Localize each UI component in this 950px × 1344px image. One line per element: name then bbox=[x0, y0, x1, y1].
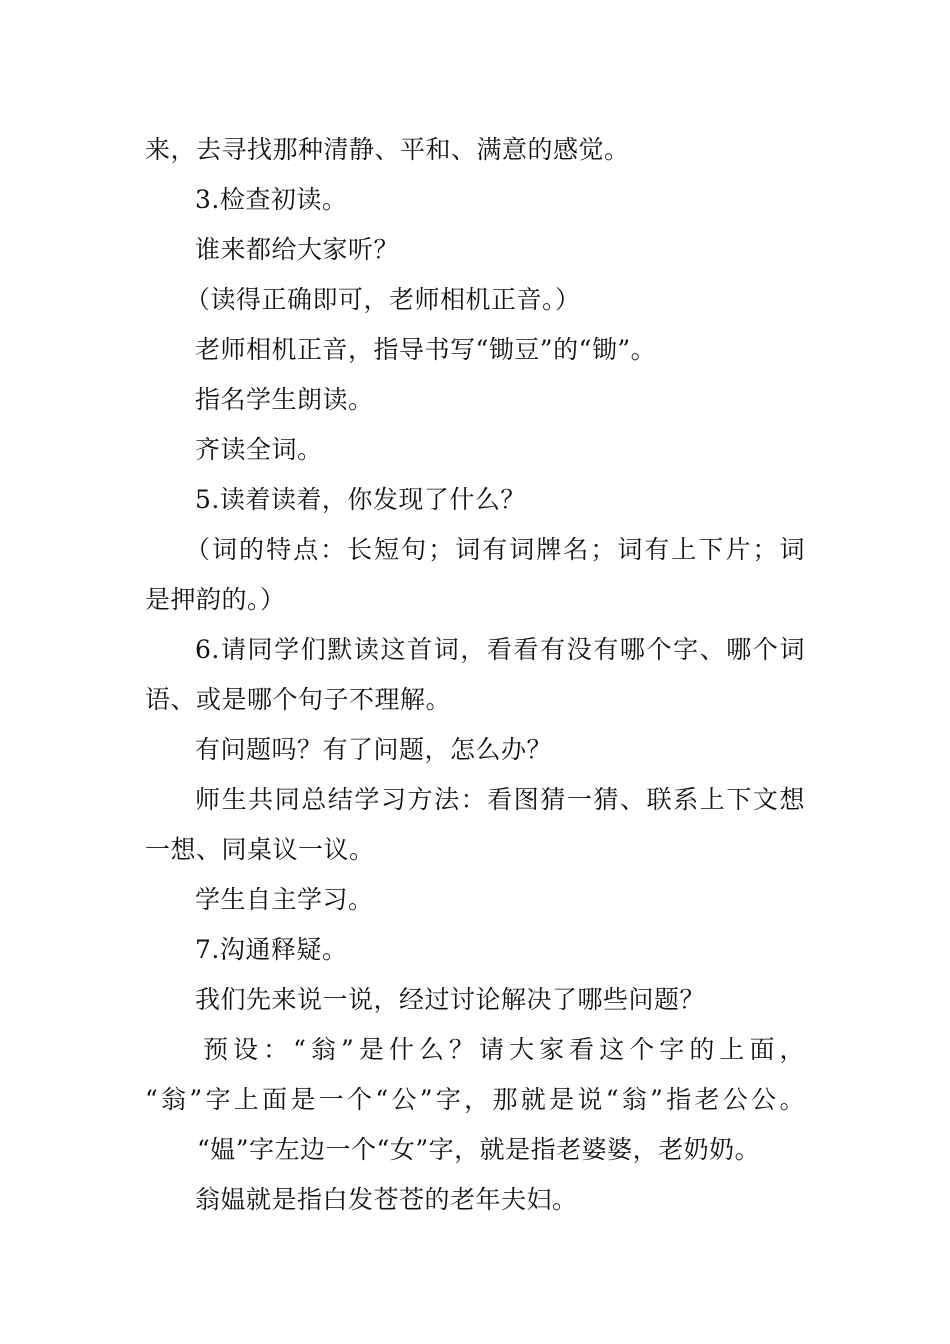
text-line: 3.检查初读。 bbox=[195, 185, 348, 214]
text-line: （读得正确即可，老师相机正音。） bbox=[185, 285, 581, 314]
text-line: 是押韵的。） bbox=[145, 585, 286, 614]
text-line: 老师相机正音，指导书写“锄豆”的“锄”。 bbox=[195, 335, 657, 364]
text-line: 5.读着读着，你发现了什么？ bbox=[195, 485, 526, 514]
text-line: 谁来都给大家听？ bbox=[195, 235, 400, 264]
text-line: 学生自主学习。 bbox=[195, 885, 374, 914]
text-line: 来，去寻找那种清静、平和、满意的感觉。 bbox=[145, 135, 630, 164]
text-line: 指名学生朗读。 bbox=[195, 385, 374, 414]
text-line: 我们先来说一说，经过讨论解决了哪些问题？ bbox=[195, 985, 706, 1014]
text-line: “媪”字左边一个“女”字，就是指老婆婆，老奶奶。 bbox=[197, 1135, 761, 1164]
text-line: 预设：“翁”是什么？请大家看这个字的上面， bbox=[203, 1035, 805, 1064]
text-line: （词的特点：长短句；词有词牌名；词有上下片；词 bbox=[185, 535, 805, 564]
text-line: 语、或是哪个句子不理解。 bbox=[145, 685, 452, 714]
text-line: 师生共同总结学习方法：看图猜一猜、联系上下文想 bbox=[195, 785, 805, 814]
text-line: 6.请同学们默读这首词，看看有没有哪个字、哪个词 bbox=[195, 635, 805, 664]
text-line: 7.沟通释疑。 bbox=[195, 935, 348, 964]
text-line: “翁”字上面是一个“公”字，那就是说“翁”指老公公。 bbox=[145, 1085, 805, 1114]
text-line: 有问题吗？有了问题，怎么办？ bbox=[195, 735, 553, 764]
text-line: 齐读全词。 bbox=[195, 435, 323, 464]
text-line: 翁媪就是指白发苍苍的老年夫妇。 bbox=[195, 1185, 578, 1214]
text-line: 一想、同桌议一议。 bbox=[145, 835, 375, 864]
